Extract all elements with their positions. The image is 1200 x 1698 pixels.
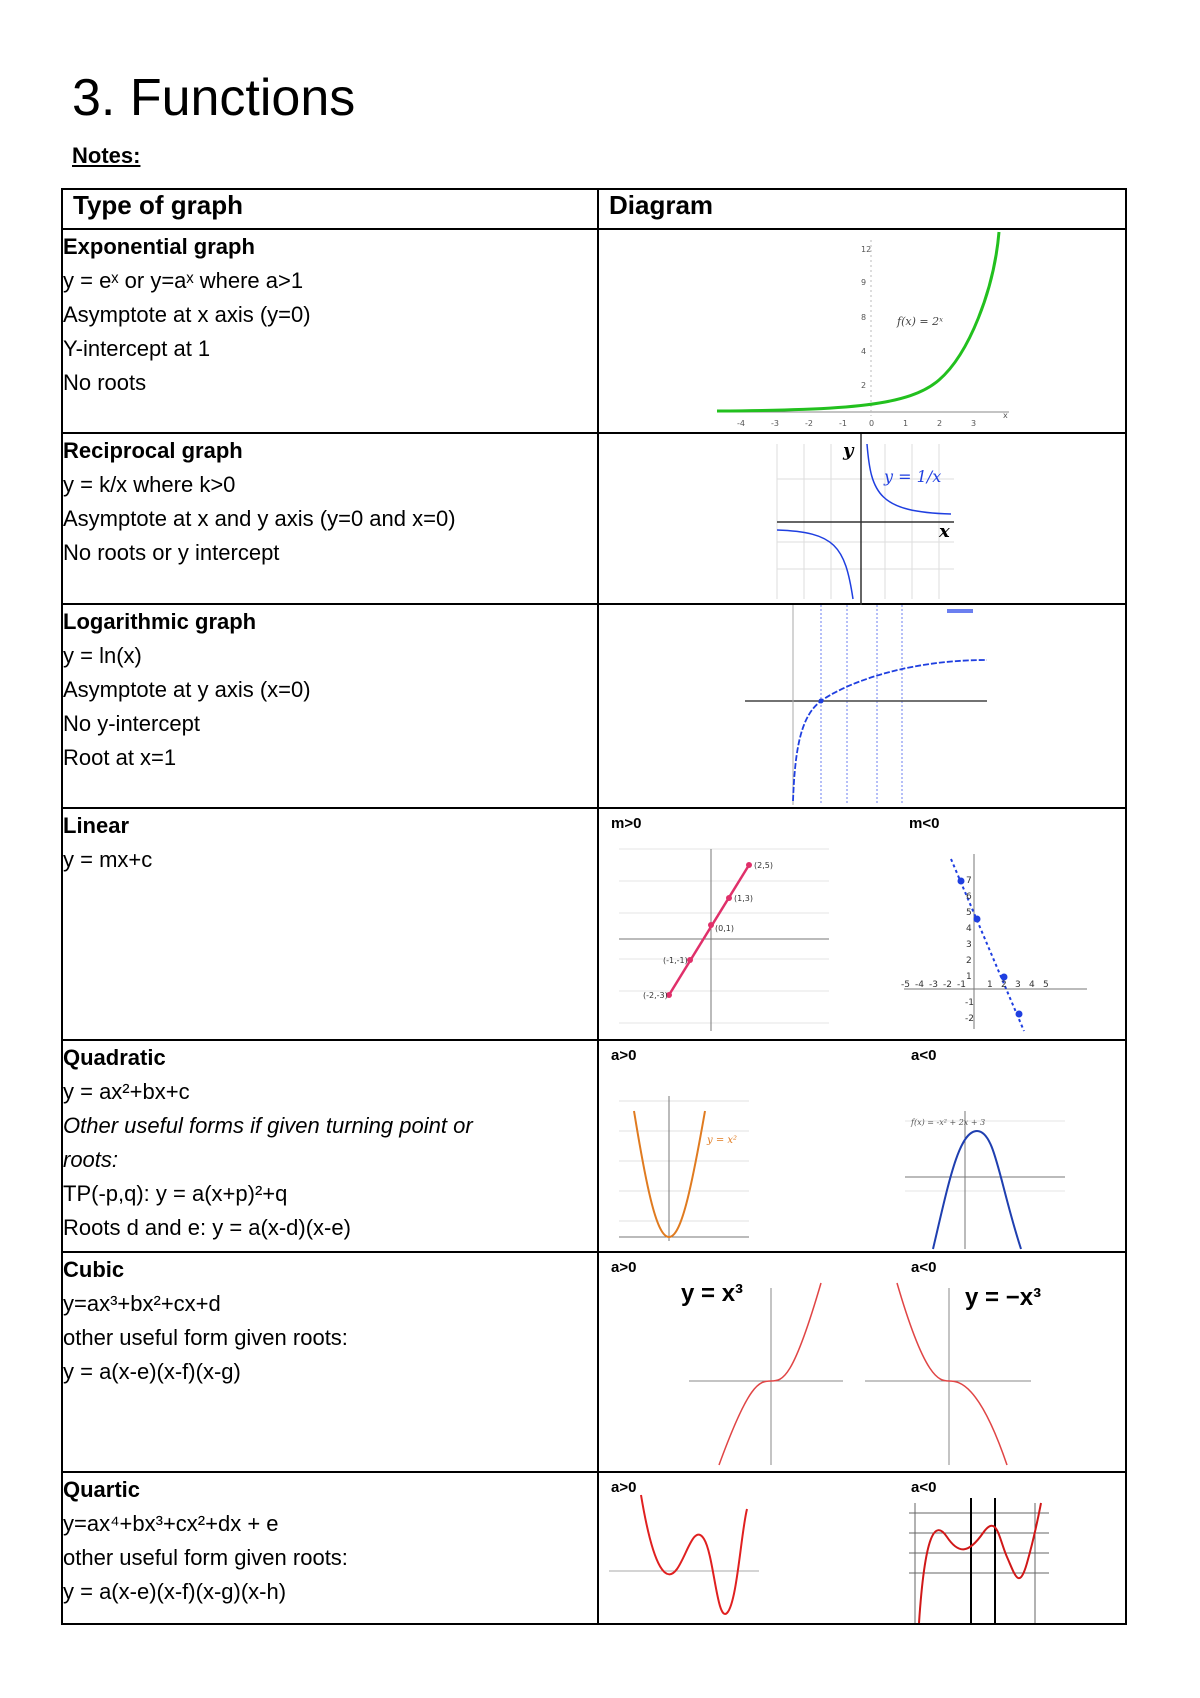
positive-a-label: a>0 [611, 1479, 637, 1496]
y-tick: 5 [966, 908, 972, 918]
diagram-cell [598, 229, 1126, 433]
description-cell [62, 808, 598, 1040]
x-tick: 3 [971, 419, 977, 428]
function-label: y = x² [707, 1135, 738, 1146]
diagram-cell [598, 1040, 1126, 1252]
y-tick: 7 [966, 876, 972, 886]
x-tick: -1 [839, 419, 847, 428]
row-cubic [62, 1252, 1126, 1472]
description-cell [62, 1252, 598, 1472]
text-line: y = a(x-e)(x-f)(x-g)(x-h) [63, 1579, 287, 1604]
point-label: (1,3) [734, 894, 753, 903]
x-tick: -5 [901, 980, 910, 990]
increasing-cubic [719, 1283, 821, 1465]
text-line: No roots or y intercept [63, 540, 280, 565]
point-label: (-1,-1) [663, 956, 688, 965]
description-cell [62, 604, 598, 808]
negative-quartic [919, 1503, 1041, 1623]
x-tick: 1 [987, 980, 993, 990]
diagram-cell [598, 808, 1126, 1040]
x-tick: -3 [929, 980, 938, 990]
y-tick: 9 [861, 278, 867, 287]
x-tick: -4 [915, 980, 924, 990]
negative-gradient-label: m<0 [909, 815, 940, 832]
root-point [819, 699, 824, 704]
text-line: Asymptote at x and y axis (y=0 and x=0) [63, 506, 456, 531]
function-label: f(x) = -x² + 2x + 3 [911, 1118, 986, 1127]
x-tick: 2 [1001, 980, 1007, 990]
description-cell [62, 433, 598, 604]
positive-gradient-line [669, 865, 749, 995]
row-heading: Quadratic [63, 1045, 166, 1070]
diagram-cell [598, 433, 1126, 604]
y-tick: 3 [966, 940, 972, 950]
x-tick: 0 [869, 419, 875, 428]
row-logarithmic [62, 604, 1126, 808]
x-tick: -4 [737, 419, 745, 428]
x-tick: 2 [937, 419, 943, 428]
positive-gradient-label: m>0 [611, 815, 642, 832]
point [687, 957, 693, 963]
diagram-cell [598, 604, 1126, 808]
x-tick: -1 [957, 980, 966, 990]
point-label: (2,5) [754, 861, 773, 870]
header-row [62, 189, 1126, 229]
quartic-graphs [599, 1473, 1127, 1625]
description-cell [62, 1472, 598, 1624]
row-quadratic [62, 1040, 1126, 1252]
text-line: No y-intercept [63, 711, 200, 736]
row-reciprocal [62, 433, 1126, 604]
point [726, 895, 732, 901]
function-label: y = −x³ [965, 1284, 1042, 1311]
text-line: y = ax²+bx+c [63, 1079, 190, 1104]
row-heading: Linear [63, 813, 130, 838]
point [974, 916, 981, 923]
y-tick: 2 [966, 956, 972, 966]
x-tick: 4 [1029, 980, 1035, 990]
logarithmic-graph [599, 605, 1127, 809]
dotted-guides [821, 605, 902, 805]
downward-parabola [933, 1131, 1021, 1249]
diagram-cell [598, 1252, 1126, 1472]
text-line: y=ax⁴+bx³+cx²+dx + e [63, 1511, 279, 1536]
positive-a-label: a>0 [611, 1047, 637, 1064]
positive-a-label: a>0 [611, 1259, 637, 1276]
x-tick: -2 [805, 419, 813, 428]
y-tick: -2 [965, 1014, 974, 1024]
text-line: y = a(x-e)(x-f)(x-g) [63, 1359, 241, 1384]
x-axis-label: x [1003, 411, 1008, 420]
linear-graphs [599, 809, 1127, 1041]
curve-negative-branch [777, 530, 853, 599]
y-tick: 4 [861, 347, 867, 356]
row-exponential [62, 229, 1126, 433]
text-line: Asymptote at x axis (y=0) [63, 302, 311, 327]
exponential-graph [599, 230, 1127, 434]
text-line: y = k/x where k>0 [63, 472, 236, 497]
negative-a-label: a<0 [911, 1259, 937, 1276]
positive-quartic [641, 1495, 747, 1614]
diagram-cell [598, 1472, 1126, 1624]
page-title: 3. Functions [72, 69, 356, 127]
functions-table [61, 188, 1127, 1625]
negative-gradient-line [951, 859, 1024, 1031]
row-linear [62, 808, 1126, 1040]
cubic-graphs [599, 1253, 1127, 1473]
function-label: y = x³ [681, 1280, 744, 1307]
text-line: other useful form given roots: [63, 1325, 348, 1350]
y-axis-label: y [843, 440, 854, 461]
row-quartic [62, 1472, 1126, 1624]
y-tick: 1 [966, 972, 972, 982]
negative-a-label: a<0 [911, 1479, 937, 1496]
x-tick: -2 [943, 980, 952, 990]
text-line: y = ln(x) [63, 643, 142, 668]
reciprocal-graph [599, 434, 1127, 605]
description-cell [62, 229, 598, 433]
text-line: y=ax³+bx²+cx+d [63, 1291, 221, 1316]
x-tick: 3 [1015, 980, 1021, 990]
logarithm-curve [793, 660, 987, 801]
text-line: Other useful forms if given turning point or [63, 1113, 473, 1138]
text-line: y = mx+c [63, 847, 153, 872]
negative-a-label: a<0 [911, 1047, 937, 1064]
quadratic-graphs [599, 1041, 1127, 1253]
row-heading: Cubic [63, 1257, 125, 1282]
y-tick: 6 [966, 892, 972, 902]
row-heading: Logarithmic graph [63, 609, 257, 634]
row-heading: Quartic [63, 1477, 141, 1502]
point-label: (0,1) [715, 924, 734, 933]
header-type: Type of graph [62, 189, 598, 229]
point [708, 922, 714, 928]
legend-swatch [947, 609, 973, 613]
function-label: f(x) = 2ˣ [897, 315, 943, 328]
notes-label: Notes: [72, 143, 141, 168]
point-label: (-2,-3) [643, 991, 668, 1000]
description-cell [62, 1040, 598, 1252]
point [958, 878, 965, 885]
header-diagram: Diagram [598, 189, 1126, 229]
y-tick: 4 [966, 924, 972, 934]
text-line: Roots d and e: y = a(x-d)(x-e) [63, 1215, 351, 1240]
y-tick: -1 [965, 998, 974, 1008]
text-line: TP(-p,q): y = a(x+p)²+q [63, 1181, 288, 1206]
text-line: No roots [63, 370, 147, 395]
x-tick: 5 [1043, 980, 1049, 990]
text-line: Root at x=1 [63, 745, 177, 770]
function-label: y = 1/x [884, 467, 942, 486]
text-line: Asymptote at y axis (x=0) [63, 677, 311, 702]
point [746, 862, 752, 868]
y-tick: 2 [861, 381, 867, 390]
row-heading: Exponential graph [63, 234, 255, 259]
x-axis-label: x [939, 521, 950, 542]
text-line: other useful form given roots: [63, 1545, 348, 1570]
row-heading: Reciprocal graph [63, 438, 243, 463]
point [1016, 1011, 1023, 1018]
x-tick: 1 [903, 419, 909, 428]
x-tick: -3 [771, 419, 779, 428]
text-line: roots: [63, 1147, 119, 1172]
text-line: Y-intercept at 1 [63, 336, 211, 361]
y-tick: 12 [861, 245, 872, 254]
text-line: y = eˣ or y=aˣ where a>1 [63, 268, 304, 293]
exponential-curve [717, 232, 999, 411]
y-tick: 8 [861, 313, 867, 322]
